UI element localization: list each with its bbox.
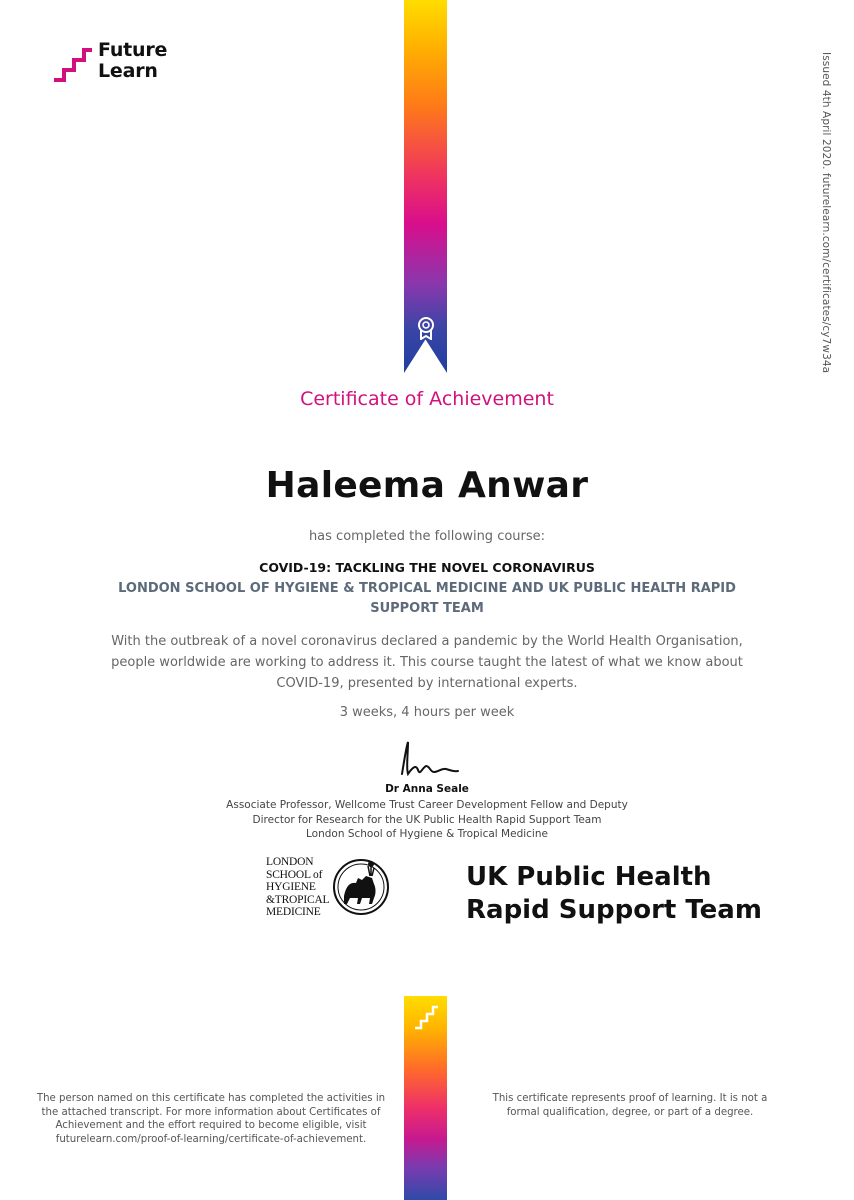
course-description: With the outbreak of a novel coronavirus declared a pandemic by the World Health Organisation, people worldwide are working to address it. This course taught the latest of what we know about COVID-19, presented by international experts. (111, 634, 743, 691)
signature (396, 738, 460, 780)
lshtm-line-5: MEDICINE (266, 906, 321, 918)
futurelearn-steps-icon (52, 44, 92, 82)
lshtm-logo (266, 856, 391, 920)
ukphrst-logo (466, 861, 762, 927)
lshtm-line-4: &TROPICAL (266, 893, 330, 906)
signatory-role-line-2: Director for Research for the UK Public Health Rapid Support Team (252, 813, 602, 826)
ribbon-bottom (404, 996, 447, 1200)
futurelearn-logo (52, 40, 182, 88)
logo-line-1: Future (98, 39, 168, 61)
certificate-heading: Certificate of Achievement (300, 388, 554, 410)
award-badge-icon (415, 316, 437, 340)
logo-wordmark (98, 40, 167, 82)
issued-info (820, 52, 834, 374)
signatory-role-line-3: London School of Hygiene & Tropical Medicine (306, 828, 548, 840)
signatory-role (210, 798, 644, 842)
recipient-name: Haleema Anwar (265, 465, 589, 506)
ukphrst-line-1: UK Public Health (466, 862, 712, 892)
lshtm-crest-icon (332, 856, 390, 918)
signatory-role-line-1: Associate Professor, Wellcome Trust Career Development Fellow and Deputy (226, 799, 628, 811)
completed-text: has completed the following course: (308, 529, 546, 544)
futurelearn-steps-icon (414, 1002, 438, 1030)
signatory-name: Dr Anna Seale (385, 783, 469, 795)
course-duration: 3 weeks, 4 hours per week (339, 705, 515, 720)
footer-left-note: The person named on this certificate has completed the activities in the attached transcript. For more information about Certificates of Achievement and the effort required to become eligible, visit futurelearn.com/proof-of-learning/certificate-of-achievement. (36, 1093, 386, 1145)
lshtm-line-2: SCHOOL of (266, 868, 323, 881)
logo-line-2: Learn (98, 60, 158, 82)
lshtm-wordmark (266, 856, 329, 919)
ribbon-top (404, 0, 447, 373)
footer-right-note: This certificate represents proof of learning. It is not a formal qualification, degree, or part of a degree. (492, 1093, 768, 1118)
lshtm-line-1: LONDON (266, 856, 314, 868)
course-provider: LONDON SCHOOL OF HYGIENE & TROPICAL MEDICINE AND UK PUBLIC HEALTH RAPID SUPPORT TEAM (118, 581, 736, 616)
course-title: COVID-19: TACKLING THE NOVEL CORONAVIRUS (259, 560, 595, 575)
lshtm-line-3: HYGIENE (266, 881, 316, 893)
ukphrst-line-2: Rapid Support Team (466, 895, 762, 925)
issued-text: Issued 4th April 2020. futurelearn.com/certificates/cy7w34a (820, 52, 832, 374)
